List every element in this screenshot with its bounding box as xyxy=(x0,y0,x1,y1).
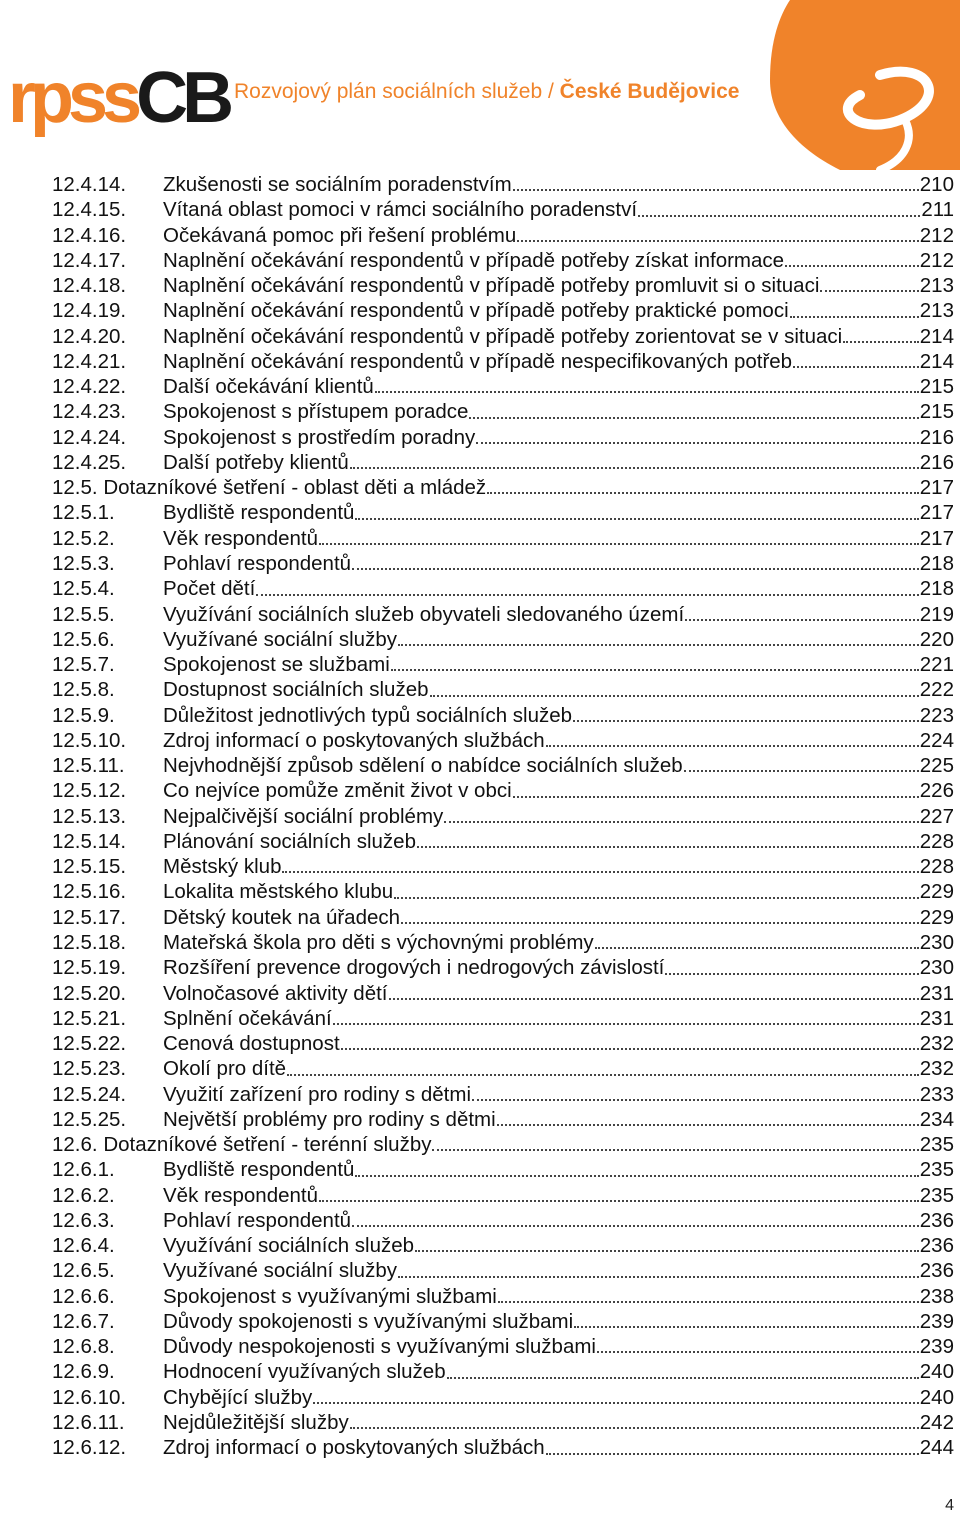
toc-entry-title: Nejvhodnější způsob sdělení o nabídce sociálních služeb xyxy=(163,754,683,778)
toc-entry-page: 211 xyxy=(921,198,954,222)
toc-entry-title: Mateřská škola pro děti s výchovnými problémy xyxy=(163,930,594,954)
toc-entry-page: 240 xyxy=(919,1360,954,1384)
toc-dot-leader xyxy=(574,1326,919,1328)
toc-entry-number: 12.6.5. xyxy=(52,1259,115,1283)
toc-entry-page: 221 xyxy=(919,653,954,677)
toc-entry-number: 12.4.24. xyxy=(52,425,127,449)
toc-entry-number: 12.5.2. xyxy=(52,526,115,550)
toc-entry-number: 12.5.16. xyxy=(52,880,127,904)
toc-entry-number: 12.6.10. xyxy=(52,1385,127,1409)
toc-entry[interactable] xyxy=(52,1157,954,1182)
toc-entry-number: 12.4.25. xyxy=(52,450,127,474)
toc-dot-leader xyxy=(355,1175,918,1177)
toc-dot-leader xyxy=(595,947,919,949)
toc-entry-page: 218 xyxy=(919,551,954,575)
toc-dot-leader xyxy=(469,417,918,419)
toc-entry[interactable] xyxy=(52,1284,954,1309)
toc-entry[interactable] xyxy=(52,1359,954,1384)
toc-entry-page: 229 xyxy=(919,905,954,929)
toc-dot-leader xyxy=(665,973,918,975)
toc-dot-leader xyxy=(820,290,918,292)
toc-entry[interactable] xyxy=(52,1056,954,1081)
toc-entry-number: 12.4.14. xyxy=(52,173,127,196)
toc-entry-title: Další očekávání klientů xyxy=(163,375,374,399)
toc-entry[interactable] xyxy=(52,981,954,1006)
toc-entry-page: 230 xyxy=(919,930,954,954)
toc-dot-leader xyxy=(350,467,919,469)
toc-entry-title: Důvody spokojenosti s využívanými službami xyxy=(163,1309,574,1333)
toc-entry[interactable] xyxy=(52,1082,954,1107)
organization-logo xyxy=(8,58,228,138)
toc-entry-title: Věk respondentů xyxy=(163,526,319,550)
toc-entry[interactable] xyxy=(52,248,954,273)
toc-entry[interactable] xyxy=(52,1132,954,1157)
toc-entry-page: 226 xyxy=(919,779,954,803)
toc-dot-leader xyxy=(487,492,919,494)
toc-dot-leader xyxy=(513,796,919,798)
toc-entry-title: Počet dětí xyxy=(163,577,256,601)
toc-dot-leader xyxy=(333,1023,919,1025)
toc-entry-number: 12.6.9. xyxy=(52,1360,115,1384)
toc-entry[interactable] xyxy=(52,677,954,702)
toc-entry-number: 12.4.18. xyxy=(52,274,127,298)
toc-entry-number: 12.5.19. xyxy=(52,956,127,980)
toc-dot-leader xyxy=(319,543,919,545)
toc-entry-number: 12.6.12. xyxy=(52,1436,127,1460)
toc-dot-leader xyxy=(573,720,919,722)
toc-entry[interactable] xyxy=(52,652,954,677)
toc-entry-title: Největší problémy pro rodiny s dětmi xyxy=(163,1107,496,1131)
toc-section-label xyxy=(52,475,486,500)
toc-entry-page: 232 xyxy=(919,1032,954,1056)
toc-entry-number: 12.5.12. xyxy=(52,779,127,803)
toc-entry[interactable] xyxy=(52,349,954,374)
toc-entry[interactable] xyxy=(52,1183,954,1208)
toc-entry[interactable] xyxy=(52,602,954,627)
toc-entry-title: Splnění očekávání xyxy=(163,1006,332,1030)
toc-entry-number: 12.4.20. xyxy=(52,324,127,348)
toc-entry-number: 12.4.23. xyxy=(52,400,127,424)
toc-entry-page: 210 xyxy=(919,173,954,196)
toc-entry-number: 12.5.10. xyxy=(52,728,127,752)
toc-entry-title: Naplnění očekávání respondentů v případě potřeby zorientovat se v situaci xyxy=(163,324,843,348)
toc-entry-number: 12.6.3. xyxy=(52,1208,115,1232)
toc-entry[interactable] xyxy=(52,475,954,500)
toc-dot-leader xyxy=(597,1351,919,1353)
toc-entry[interactable] xyxy=(52,197,954,222)
toc-entry-title: Chybějící služby xyxy=(163,1385,313,1409)
toc-entry-number: 12.5.22. xyxy=(52,1032,127,1056)
toc-entry-title: Využívané sociální služby xyxy=(163,1259,397,1283)
toc-entry[interactable] xyxy=(52,1208,954,1233)
toc-entry-title: Další potřeby klientů xyxy=(163,450,349,474)
toc-entry[interactable] xyxy=(52,1334,954,1359)
tagline-city: České Budějovice xyxy=(559,80,740,103)
toc-entry-number: 12.5.9. xyxy=(52,703,115,727)
toc-entry-page: 244 xyxy=(919,1436,954,1460)
toc-entry-title: Bydliště respondentů xyxy=(163,1158,355,1182)
toc-entry-title: Spokojenost s přístupem poradce xyxy=(163,400,469,424)
toc-entry-number: 12.5.8. xyxy=(52,678,115,702)
toc-entry[interactable] xyxy=(52,879,954,904)
toc-entry-page: 239 xyxy=(919,1309,954,1333)
toc-entry-title: Rozšíření prevence drogových i nedrogových závislostí xyxy=(163,956,665,980)
toc-entry-title: Spokojenost se službami xyxy=(163,653,390,677)
toc-entry[interactable] xyxy=(52,399,954,424)
toc-dot-leader xyxy=(498,1301,919,1303)
toc-entry[interactable] xyxy=(52,753,954,778)
toc-dot-leader xyxy=(401,922,919,924)
toc-entry-page: 236 xyxy=(919,1259,954,1283)
toc-dot-leader xyxy=(476,442,919,444)
toc-entry-page: 212 xyxy=(919,248,954,272)
toc-entry-page: 216 xyxy=(919,450,954,474)
toc-dot-leader xyxy=(432,1149,918,1151)
toc-dot-leader xyxy=(843,341,919,343)
toc-entry-page: 235 xyxy=(919,1183,954,1207)
toc-entry-title: Zdroj informací o poskytovaných službách xyxy=(163,728,545,752)
toc-entry-title: Spokojenost s prostředím poradny xyxy=(163,425,476,449)
toc-entry-title: Věk respondentů xyxy=(163,1183,319,1207)
toc-entry-page: 223 xyxy=(919,703,954,727)
toc-entry-page: 236 xyxy=(919,1234,954,1258)
toc-entry-page: 213 xyxy=(919,299,954,323)
toc-entry-page: 228 xyxy=(919,855,954,879)
toc-entry[interactable] xyxy=(52,778,954,803)
toc-entry[interactable] xyxy=(52,450,954,475)
logo-prefix: rpss xyxy=(8,58,137,138)
toc-entry[interactable] xyxy=(52,374,954,399)
toc-entry-page: 217 xyxy=(919,476,954,500)
toc-entry-number: 12.4.19. xyxy=(52,299,127,323)
toc-entry-page: 215 xyxy=(919,400,954,424)
toc-dot-leader xyxy=(785,265,919,267)
toc-dot-leader xyxy=(282,871,918,873)
toc-entry[interactable] xyxy=(52,576,954,601)
toc-entry-title: Dětský koutek na úřadech xyxy=(163,905,401,929)
toc-dot-leader xyxy=(394,897,919,899)
table-of-contents xyxy=(52,172,954,1461)
toc-entry-page: 228 xyxy=(919,829,954,853)
toc-entry[interactable] xyxy=(52,500,954,525)
toc-entry-page: 222 xyxy=(919,678,954,702)
toc-entry-number: 12.5.4. xyxy=(52,577,115,601)
toc-dot-leader xyxy=(313,1402,919,1404)
toc-entry[interactable] xyxy=(52,1258,954,1283)
toc-entry-title: Využívání sociálních služeb xyxy=(163,1234,415,1258)
toc-entry-title: Pohlaví respondentů xyxy=(163,1208,352,1232)
toc-entry-title: Bydliště respondentů xyxy=(163,501,355,525)
toc-entry-number: 12.6.1. xyxy=(52,1158,115,1182)
toc-entry[interactable] xyxy=(52,955,954,980)
toc-entry[interactable] xyxy=(52,905,954,930)
toc-entry-page: 216 xyxy=(919,425,954,449)
toc-section-title: Dotazníkové šetření - oblast děti a mládež xyxy=(103,476,487,500)
toc-entry[interactable] xyxy=(52,1233,954,1258)
toc-dot-leader xyxy=(638,215,920,217)
toc-entry-page: 238 xyxy=(919,1284,954,1308)
toc-entry-title: Volnočasové aktivity dětí xyxy=(163,981,388,1005)
toc-entry-title: Hodnocení využívaných služeb xyxy=(163,1360,446,1384)
toc-entry-page: 236 xyxy=(919,1208,954,1232)
toc-entry-title: Vítaná oblast pomoci v rámci sociálního poradenství xyxy=(163,198,638,222)
toc-entry[interactable] xyxy=(52,703,954,728)
toc-dot-leader xyxy=(513,189,919,191)
toc-entry[interactable] xyxy=(52,930,954,955)
toc-dot-leader xyxy=(790,316,919,318)
toc-entry-number: 12.5.1. xyxy=(52,501,115,525)
toc-entry[interactable] xyxy=(52,804,954,829)
toc-entry[interactable] xyxy=(52,1435,954,1460)
toc-dot-leader xyxy=(472,1099,919,1101)
toc-dot-leader xyxy=(444,821,918,823)
toc-dot-leader xyxy=(415,1250,919,1252)
toc-entry-title: Naplnění očekávání respondentů v případě potřeby praktické pomoci xyxy=(163,299,789,323)
toc-section-number: 12.5. xyxy=(52,476,98,500)
toc-entry-number: 12.5.20. xyxy=(52,981,127,1005)
toc-dot-leader xyxy=(355,518,918,520)
toc-entry-page: 233 xyxy=(919,1082,954,1106)
toc-entry[interactable] xyxy=(52,298,954,323)
toc-entry-number: 12.5.7. xyxy=(52,653,115,677)
toc-entry-page: 219 xyxy=(919,602,954,626)
toc-entry-page: 232 xyxy=(919,1057,954,1081)
toc-dot-leader xyxy=(287,1074,919,1076)
toc-entry-title: Zdroj informací o poskytovaných službách xyxy=(163,1436,545,1460)
toc-entry-page: 213 xyxy=(919,274,954,298)
toc-entry-number: 12.5.13. xyxy=(52,804,127,828)
toc-dot-leader xyxy=(417,846,919,848)
toc-dot-leader xyxy=(684,770,919,772)
toc-entry-title: Zkušenosti se sociálním poradenstvím xyxy=(163,173,512,196)
toc-dot-leader xyxy=(391,669,919,671)
toc-entry-title: Dostupnost sociálních služeb xyxy=(163,678,429,702)
toc-section-label xyxy=(52,1132,431,1157)
toc-dot-leader xyxy=(352,568,919,570)
toc-entry-page: 231 xyxy=(919,1006,954,1030)
toc-entry-page: 234 xyxy=(919,1107,954,1131)
toc-entry-title: Využití zařízení pro rodiny s dětmi xyxy=(163,1082,472,1106)
toc-entry-page: 235 xyxy=(919,1133,954,1157)
toc-dot-leader xyxy=(793,366,919,368)
toc-dot-leader xyxy=(398,644,919,646)
tagline-main: Rozvojový plán sociálních služeb / xyxy=(234,80,560,103)
toc-entry-title: Využívání sociálních služeb obyvateli sledovaného území xyxy=(163,602,685,626)
toc-entry-title: Důležitost jednotlivých typů sociálních služeb xyxy=(163,703,573,727)
toc-entry-page: 229 xyxy=(919,880,954,904)
toc-entry-page: 220 xyxy=(919,627,954,651)
toc-entry-number: 12.4.16. xyxy=(52,223,127,247)
toc-entry[interactable] xyxy=(52,627,954,652)
toc-entry[interactable] xyxy=(52,1107,954,1132)
toc-entry-page: 212 xyxy=(919,223,954,247)
toc-dot-leader xyxy=(685,619,919,621)
toc-entry-title: Naplnění očekávání respondentů v případě potřeby získat informace xyxy=(163,248,785,272)
toc-entry-title: Městský klub xyxy=(163,855,282,879)
toc-entry-title: Naplnění očekávání respondentů v případě potřeby promluvit si o situaci xyxy=(163,274,820,298)
toc-entry-page: 214 xyxy=(919,349,954,373)
toc-entry-number: 12.6.2. xyxy=(52,1183,115,1207)
toc-entry-page: 224 xyxy=(919,728,954,752)
toc-entry-page: 217 xyxy=(919,526,954,550)
toc-entry-title: Cenová dostupnost xyxy=(163,1032,340,1056)
toc-entry-title: Co nejvíce pomůže změnit život v obci xyxy=(163,779,512,803)
page-number: 4 xyxy=(945,1497,954,1514)
toc-entry-number: 12.4.21. xyxy=(52,349,127,373)
page-header xyxy=(0,0,960,170)
toc-entry-number: 12.5.18. xyxy=(52,930,127,954)
toc-dot-leader xyxy=(389,998,919,1000)
toc-entry-number: 12.5.24. xyxy=(52,1082,127,1106)
toc-entry-page: 218 xyxy=(919,577,954,601)
toc-entry[interactable] xyxy=(52,1309,954,1334)
toc-dot-leader xyxy=(447,1377,919,1379)
toc-dot-leader xyxy=(319,1200,919,1202)
toc-entry-page: 231 xyxy=(919,981,954,1005)
toc-entry-title: Nejpalčivější sociální problémy xyxy=(163,804,444,828)
toc-entry-title: Využívané sociální služby xyxy=(163,627,397,651)
header-tagline xyxy=(234,80,739,104)
toc-entry[interactable] xyxy=(52,172,954,197)
toc-entry-number: 12.5.15. xyxy=(52,855,127,879)
toc-entry-title: Očekávaná pomoc při řešení problému xyxy=(163,223,517,247)
toc-entry-number: 12.6.11. xyxy=(52,1411,125,1435)
toc-dot-leader xyxy=(350,1427,919,1429)
toc-entry[interactable] xyxy=(52,1006,954,1031)
toc-entry-number: 12.4.15. xyxy=(52,198,127,222)
toc-entry-number: 12.4.22. xyxy=(52,375,127,399)
toc-entry-page: 227 xyxy=(919,804,954,828)
toc-entry-number: 12.6.4. xyxy=(52,1234,115,1258)
toc-dot-leader xyxy=(341,1048,919,1050)
toc-entry[interactable] xyxy=(52,551,954,576)
toc-entry-number: 12.5.5. xyxy=(52,602,115,626)
toc-entry[interactable] xyxy=(52,324,954,349)
toc-entry-number: 12.5.21. xyxy=(52,1006,127,1030)
toc-entry[interactable] xyxy=(52,854,954,879)
toc-entry-title: Pohlaví respondentů xyxy=(163,551,352,575)
toc-dot-leader xyxy=(398,1276,919,1278)
toc-entry-page: 215 xyxy=(919,375,954,399)
toc-entry-number: 12.6.6. xyxy=(52,1284,115,1308)
toc-dot-leader xyxy=(430,695,919,697)
toc-dot-leader xyxy=(546,745,919,747)
toc-dot-leader xyxy=(517,240,919,242)
toc-entry-number: 12.5.23. xyxy=(52,1057,127,1081)
toc-entry-title: Důvody nespokojenosti s využívanými službami xyxy=(163,1335,596,1359)
toc-entry-number: 12.5.11. xyxy=(52,754,125,778)
toc-entry[interactable] xyxy=(52,1410,954,1435)
toc-entry-number: 12.6.7. xyxy=(52,1309,115,1333)
toc-entry[interactable] xyxy=(52,425,954,450)
toc-entry-title: Spokojenost s využívanými službami xyxy=(163,1284,497,1308)
logo-suffix: CB xyxy=(136,58,229,138)
toc-entry[interactable] xyxy=(52,526,954,551)
toc-entry-title: Naplnění očekávání respondentů v případě nespecifikovaných potřeb xyxy=(163,349,793,373)
toc-entry-page: 235 xyxy=(919,1158,954,1182)
toc-dot-leader xyxy=(497,1124,919,1126)
toc-dot-leader xyxy=(256,594,918,596)
toc-entry[interactable] xyxy=(52,273,954,298)
toc-entry-number: 12.5.6. xyxy=(52,627,115,651)
toc-entry-title: Plánování sociálních služeb xyxy=(163,829,416,853)
toc-section-number: 12.6. xyxy=(52,1133,98,1157)
toc-entry-number: 12.6.8. xyxy=(52,1335,115,1359)
toc-entry-number: 12.4.17. xyxy=(52,248,127,272)
toc-entry[interactable] xyxy=(52,223,954,248)
toc-entry-title: Nejdůležitější služby xyxy=(163,1411,349,1435)
toc-entry[interactable] xyxy=(52,1031,954,1056)
toc-entry-number: 12.5.25. xyxy=(52,1107,127,1131)
toc-entry-number: 12.5.14. xyxy=(52,829,127,853)
toc-entry-title: Lokalita městského klubu xyxy=(163,880,394,904)
toc-entry[interactable] xyxy=(52,829,954,854)
toc-entry-page: 217 xyxy=(919,501,954,525)
toc-entry-number: 12.5.17. xyxy=(52,905,127,929)
toc-entry-title: Okolí pro dítě xyxy=(163,1057,287,1081)
toc-entry-page: 214 xyxy=(919,324,954,348)
toc-entry[interactable] xyxy=(52,1385,954,1410)
toc-entry-page: 230 xyxy=(919,956,954,980)
toc-dot-leader xyxy=(352,1225,919,1227)
toc-section-title: Dotazníkové šetření - terénní služby xyxy=(103,1133,432,1157)
toc-entry-page: 240 xyxy=(919,1385,954,1409)
toc-dot-leader xyxy=(546,1453,919,1455)
toc-entry-page: 242 xyxy=(919,1411,954,1435)
toc-entry-page: 239 xyxy=(919,1335,954,1359)
toc-entry[interactable] xyxy=(52,728,954,753)
toc-entry-page: 225 xyxy=(919,754,954,778)
toc-dot-leader xyxy=(375,391,919,393)
toc-entry-number: 12.5.3. xyxy=(52,551,115,575)
